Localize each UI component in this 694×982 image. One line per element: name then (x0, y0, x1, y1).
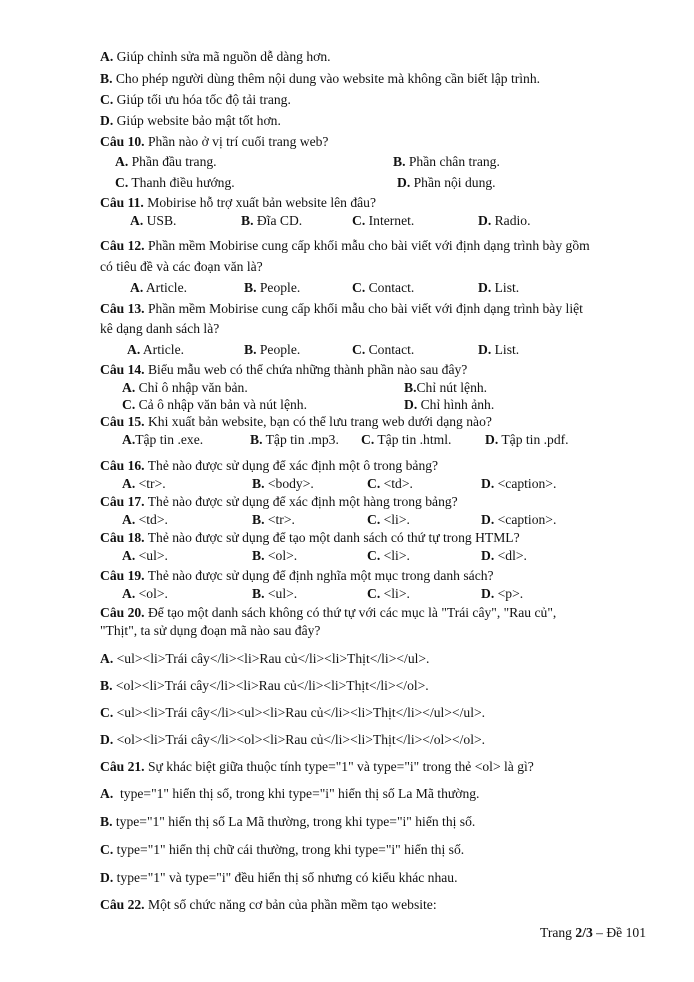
option (367, 513, 410, 527)
option-letter: D. (485, 432, 499, 447)
option (100, 871, 457, 885)
option (478, 281, 519, 295)
question-text: Để tạo một danh sách không có thứ tự với các mục là "Trái cây", "Rau củ", (144, 605, 557, 620)
option-letter: C. (352, 280, 366, 295)
question-text-continued: có tiêu đề và các đoạn văn là? (100, 259, 263, 274)
option-letter: B. (100, 678, 113, 693)
option (352, 281, 414, 295)
question-number: Câu 17. (100, 494, 145, 509)
option (100, 706, 485, 720)
question-text: Thẻ nào được sử dụng để tạo một danh sách có thứ tự trong HTML? (144, 530, 520, 545)
option (481, 477, 556, 491)
option-letter: C. (122, 397, 136, 412)
question-text: Phần nào ở vị trí cuối trang web? (144, 134, 329, 149)
option-letter: B. (252, 548, 265, 563)
option-letter: B. (393, 154, 406, 169)
option (485, 433, 569, 447)
question-text-continued: kê dạng danh sách là? (100, 321, 220, 336)
option-letter: A. (122, 586, 136, 601)
option-text: <dl>. (494, 548, 527, 563)
option (100, 679, 429, 693)
question-text: Sự khác biệt giữa thuộc tính type="1" và type="i" trong thẻ <ol> là gì? (144, 759, 534, 774)
option-letter: B. (252, 512, 265, 527)
option (127, 343, 184, 357)
option (393, 155, 500, 169)
option-text: <ol><li>Trái cây</li><li>Rau củ</li><li>Thịt</li></ol>. (112, 678, 429, 693)
option-letter: B. (250, 432, 263, 447)
question-stem (100, 760, 534, 774)
question-text: Khi xuất bản website, bạn có thể lưu trang web dưới dạng nào? (144, 414, 492, 429)
option-letter: A. (130, 213, 144, 228)
option (130, 281, 187, 295)
option-text: <td>. (135, 512, 168, 527)
option-text: Tập tin .html. (374, 432, 452, 447)
option-letter: D. (397, 175, 411, 190)
option (122, 513, 168, 527)
question-number: Câu 20. (100, 605, 145, 620)
footer-prefix: Trang (540, 925, 576, 940)
question-stem (100, 415, 492, 429)
option-text: <li>. (380, 512, 410, 527)
option-text: type="1" và type="i" đều hiển thị số nhưng có kiểu khác nhau. (113, 870, 458, 885)
option (367, 477, 413, 491)
question-stem (100, 363, 467, 377)
option-letter: C. (367, 476, 381, 491)
option-text: Phần nội dung. (410, 175, 496, 190)
option-text: Contact. (365, 342, 415, 357)
option-letter: C. (367, 512, 381, 527)
option (478, 343, 519, 357)
option-letter: D. (478, 280, 492, 295)
option-letter: A. (100, 49, 114, 64)
option-letter: B. (252, 476, 265, 491)
question-number: Câu 19. (100, 568, 145, 583)
option-letter: D. (478, 342, 492, 357)
option-text: Chỉ nút lệnh. (416, 380, 488, 395)
option-text: type="1" hiển thị chữ cái thường, trong khi type="i" hiển thị số. (113, 842, 465, 857)
option (481, 587, 523, 601)
question-stem (100, 495, 458, 509)
option (404, 398, 494, 412)
option (481, 549, 527, 563)
option-text: Giúp chỉnh sửa mã nguồn dễ dàng hơn. (113, 49, 331, 64)
option (244, 281, 300, 295)
option-text: type="1" hiển thị số La Mã thường, trong khi type="i" hiển thị số. (112, 814, 476, 829)
option-text: Chỉ ô nhập văn bản. (135, 380, 248, 395)
option-letter: C. (367, 548, 381, 563)
exam-code: Đề 101 (606, 925, 646, 940)
option (352, 343, 414, 357)
option-letter: D. (404, 397, 418, 412)
option-letter: D. (100, 732, 114, 747)
question-number: Câu 22. (100, 897, 145, 912)
option-letter: A. (122, 548, 136, 563)
question-number: Câu 13. (100, 301, 145, 316)
option-text: Article. (140, 342, 185, 357)
option-text: List. (491, 342, 520, 357)
option (115, 176, 235, 190)
option (252, 587, 297, 601)
question-text: Biểu mẫu web có thể chứa những thành phần nào sau đây? (144, 362, 468, 377)
option-text: Cả ô nhập văn bản và nút lệnh. (135, 397, 307, 412)
option (130, 214, 176, 228)
option-letter: B. (252, 586, 265, 601)
question-number: Câu 11. (100, 195, 144, 210)
option-text: <body>. (264, 476, 314, 491)
option (241, 214, 302, 228)
option-text: Article. (143, 280, 188, 295)
question-number: Câu 21. (100, 759, 145, 774)
option (352, 214, 414, 228)
option-text: Tập tin .mp3. (262, 432, 339, 447)
question-stem (100, 135, 328, 149)
option (252, 549, 297, 563)
option-letter: D. (481, 476, 495, 491)
question-stem (100, 531, 520, 545)
option-letter: C. (100, 842, 114, 857)
question-text: Phần mềm Mobirise cung cấp khối mẫu cho bài viết với định dạng trình bày gồm (144, 238, 590, 253)
option (122, 549, 168, 563)
option (404, 381, 487, 395)
question-number: Câu 14. (100, 362, 145, 377)
question-text-continued: "Thịt", ta sử dụng đoạn mã nào sau đây? (100, 623, 321, 638)
question-text: Một số chức năng cơ bản của phần mềm tạo website: (144, 897, 437, 912)
option (122, 433, 203, 447)
question-stem (100, 239, 590, 253)
footer-separator: – (592, 925, 607, 940)
option-text: <caption>. (494, 512, 557, 527)
option-line (100, 93, 291, 107)
option-letter: C. (100, 705, 114, 720)
option-text: Giúp website bảo mật tốt hơn. (113, 113, 281, 128)
question-number: Câu 16. (100, 458, 145, 473)
option (478, 214, 531, 228)
option-text: <li>. (380, 586, 410, 601)
option-text: List. (491, 280, 520, 295)
option-letter: B. (404, 380, 417, 395)
option-text: <ul>. (264, 586, 298, 601)
option-letter: A. (100, 651, 114, 666)
option-text: <p>. (494, 586, 524, 601)
option (481, 513, 556, 527)
option (100, 787, 479, 801)
option-text: <tr>. (264, 512, 295, 527)
option-text: People. (256, 280, 301, 295)
option-text: USB. (143, 213, 177, 228)
question-stem (100, 569, 494, 583)
option (100, 815, 475, 829)
option (122, 477, 166, 491)
option-letter: C. (100, 92, 114, 107)
question-stem (100, 606, 556, 620)
option (122, 381, 248, 395)
option-letter: A. (122, 476, 136, 491)
question-text: Thẻ nào được sử dụng để định nghĩa một mục trong danh sách? (144, 568, 494, 583)
option-line (100, 114, 281, 128)
option-letter: A. (127, 342, 141, 357)
option (367, 587, 410, 601)
question-text: Thẻ nào được sử dụng để xác định một ô trong bảng? (144, 458, 439, 473)
option-letter: A. (100, 786, 114, 801)
option (367, 549, 410, 563)
option-text: Phần đầu trang. (128, 154, 217, 169)
option-letter: C. (361, 432, 375, 447)
question-text: Mobirise hỗ trợ xuất bản website lên đâu? (143, 195, 377, 210)
option-letter: B. (100, 814, 113, 829)
question-stem (100, 196, 376, 210)
option-text: Đĩa CD. (253, 213, 303, 228)
question-text: Phần mềm Mobirise cung cấp khối mẫu cho bài viết với định dạng trình bày liệt (144, 301, 583, 316)
option-letter: A. (122, 432, 136, 447)
option-text: <caption>. (494, 476, 557, 491)
option-text: <ol>. (264, 548, 298, 563)
option-text: Giúp tối ưu hóa tốc độ tải trang. (113, 92, 291, 107)
option (252, 513, 295, 527)
option (361, 433, 451, 447)
option-text: <ol>. (135, 586, 168, 601)
question-stem (100, 459, 438, 473)
option-letter: D. (481, 548, 495, 563)
page-footer (540, 926, 646, 940)
option-letter: C. (352, 342, 366, 357)
question-stem (100, 302, 583, 316)
question-number: Câu 10. (100, 134, 145, 149)
option-text: Chỉ hình ảnh. (417, 397, 495, 412)
option-line (100, 50, 331, 64)
option (100, 843, 464, 857)
option-letter: D. (481, 586, 495, 601)
question-number: Câu 18. (100, 530, 145, 545)
option-letter: B. (241, 213, 254, 228)
option-letter: C. (367, 586, 381, 601)
option-text: <tr>. (135, 476, 166, 491)
option-text: Thanh điều hướng. (128, 175, 235, 190)
option-text: <li>. (380, 548, 410, 563)
option-letter: A. (130, 280, 144, 295)
option-letter: A. (115, 154, 129, 169)
option-letter: B. (244, 280, 257, 295)
option-text: Contact. (365, 280, 415, 295)
option-text: Tập tin .pdf. (498, 432, 569, 447)
option-text: Cho phép người dùng thêm nội dung vào website mà không cần biết lập trình. (112, 71, 541, 86)
question-number: Câu 15. (100, 414, 145, 429)
option (100, 652, 429, 666)
option-letter: D. (100, 870, 114, 885)
option (115, 155, 217, 169)
option-letter: D. (478, 213, 492, 228)
option (252, 477, 314, 491)
option-letter: A. (122, 380, 136, 395)
option-text: type="1" hiển thị số, trong khi type="i" hiển thị số La Mã thường. (113, 786, 480, 801)
option-text: <ul><li>Trái cây</li><ul><li>Rau củ</li><li>Thịt</li></ul></ul>. (113, 705, 486, 720)
option-letter: B. (100, 71, 113, 86)
option (250, 433, 339, 447)
option-letter: D. (100, 113, 114, 128)
option-letter: C. (115, 175, 129, 190)
question-text: Thẻ nào được sử dụng để xác định một hàng trong bảng? (144, 494, 458, 509)
option-line (100, 72, 540, 86)
question-stem (100, 898, 437, 912)
option-text: Radio. (491, 213, 531, 228)
option (244, 343, 300, 357)
option-text: <ul><li>Trái cây</li><li>Rau củ</li><li>Thịt</li></ul>. (113, 651, 430, 666)
option-text: People. (256, 342, 301, 357)
option (397, 176, 496, 190)
option (100, 733, 485, 747)
option-text: Tập tin .exe. (135, 432, 204, 447)
option-text: <td>. (380, 476, 413, 491)
option-letter: D. (481, 512, 495, 527)
option-text: Internet. (365, 213, 415, 228)
question-number: Câu 12. (100, 238, 145, 253)
option-text: Phần chân trang. (405, 154, 500, 169)
option-letter: C. (352, 213, 366, 228)
page-number: 2/3 (575, 925, 593, 940)
option (122, 398, 307, 412)
option-letter: B. (244, 342, 257, 357)
option-letter: A. (122, 512, 136, 527)
option-text: <ol><li>Trái cây</li><ol><li>Rau củ</li><li>Thịt</li></ol></ol>. (113, 732, 486, 747)
option (122, 587, 168, 601)
option-text: <ul>. (135, 548, 168, 563)
